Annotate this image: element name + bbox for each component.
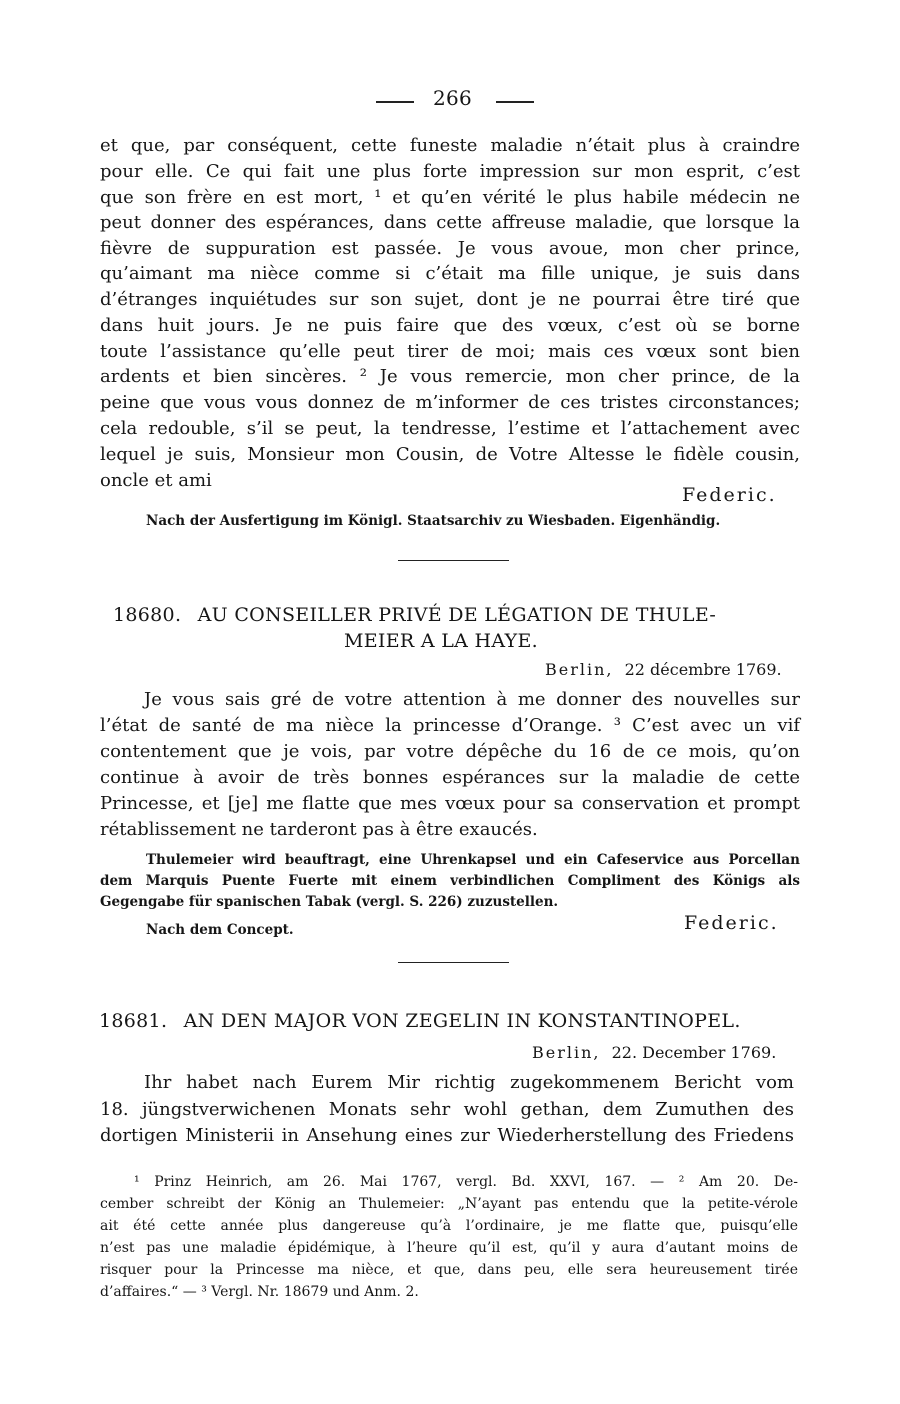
section-divider — [398, 560, 509, 561]
text-line: d’étranges inquiétudes sur son sujet, dont je ne pourrai être tiré que — [100, 289, 800, 310]
text-line: dortigen Ministerii in Ansehung eines zur Wiederherstellung des Friedens — [100, 1125, 794, 1146]
signature: Federic. — [682, 484, 777, 506]
text-line: lequel je suis, Monsieur mon Cousin, de Votre Altesse le fidèle cousin, — [100, 444, 800, 465]
note-line: dem Marquis Puente Fuerte mit einem verbindlichen Compliment des Königs als — [100, 873, 800, 889]
date: 22. December 1769. — [611, 1043, 777, 1062]
dateline — [545, 659, 805, 681]
letter-title-line1: AU CONSEILLER PRIVÉ DE LÉGATION DE THULE- — [197, 604, 717, 626]
footnote-line: risquer pour la Princesse ma nièce, et que, dans peu, elle sera heureusement tirée — [100, 1262, 798, 1278]
section-divider — [398, 962, 509, 963]
footnote-line: d’affaires.“ — ³ Vergl. Nr. 18679 und Anm. 2. — [100, 1284, 419, 1300]
footnote-line: ¹ Prinz Heinrich, am 26. Mai 1767, vergl. Bd. XXVI, 167. — ² Am 20. De- — [134, 1174, 798, 1190]
header-rule-left — [376, 101, 414, 103]
text-line: rétablissement ne tarderont pas à être exaucés. — [100, 819, 538, 840]
footnote-line: cember schreibt der König an Thulemeier: „N’ayant pas entendu que la petite-vérole — [100, 1196, 798, 1212]
page-number: 266 — [433, 86, 473, 110]
text-line: Ihr habet nach Eurem Mir richtig zugekommenem Bericht vom — [144, 1072, 794, 1093]
letter-number: 18681. — [99, 1010, 168, 1032]
text-line: peut donner des espérances, dans cette affreuse maladie, que lorsque la — [100, 212, 800, 233]
text-line: contentement que je vois, par votre dépêche du 16 de ce mois, qu’on — [100, 741, 800, 762]
place: Berlin, — [545, 660, 614, 679]
place: Berlin, — [532, 1043, 601, 1062]
text-line: pour elle. Ce qui fait une plus forte impression sur mon esprit, c’est — [100, 161, 800, 182]
letter-title: AN DEN MAJOR VON ZEGELIN IN KONSTANTINOPEL. — [183, 1010, 741, 1032]
text-line: peine que vous vous donnez de m’informer de ces tristes circonstances; — [100, 392, 800, 413]
dateline — [532, 1042, 802, 1064]
text-line: l’état de santé de ma nièce la princesse d’Orange. ³ C’est avec un vif — [100, 715, 800, 736]
text-line: Princesse, et [je] me flatte que mes vœux pour sa conservation et prompt — [100, 793, 800, 814]
text-line: et que, par conséquent, cette funeste maladie n’était plus à craindre — [100, 135, 800, 156]
text-line: dans huit jours. Je ne puis faire que des vœux, c’est où se borne — [100, 315, 800, 336]
letter-number: 18680. — [113, 604, 182, 626]
footnote-line: n’est pas une maladie épidémique, à l’heure qu’il est, qu’il y aura d’autant moins de — [100, 1240, 798, 1256]
text-line: Je vous sais gré de votre attention à me donner des nouvelles sur — [144, 689, 800, 710]
letter-heading — [99, 1010, 741, 1032]
text-line: ardents et bien sincères. ² Je vous remercie, mon cher prince, de la — [100, 366, 800, 387]
letter-title-line2: MEIER A LA HAYE. — [344, 630, 538, 652]
text-line: oncle et ami — [100, 470, 212, 491]
note-line: Gegengabe für spanischen Tabak (vergl. S. 226) zuzustellen. — [100, 894, 559, 910]
text-line: qu’aimant ma nièce comme si c’était ma fille unique, je suis dans — [100, 263, 800, 284]
text-line: 18. jüngstverwichenen Monats sehr wohl gethan, dem Zumuthen des — [100, 1099, 794, 1120]
source-note: Nach dem Concept. — [146, 922, 294, 938]
source-note: Nach der Ausfertigung im Königl. Staatsarchiv zu Wiesbaden. Eigenhändig. — [146, 513, 721, 529]
text-line: continue à avoir de très bonnes espérances sur la maladie de cette — [100, 767, 800, 788]
letter-heading — [113, 604, 716, 626]
header-rule-right — [496, 101, 534, 103]
text-line: fièvre de suppuration est passée. Je vous avoue, mon cher prince, — [100, 238, 800, 259]
signature: Federic. — [684, 912, 779, 934]
note-line: Thulemeier wird beauftragt, eine Uhrenkapsel und ein Cafeservice aus Porcellan — [146, 852, 800, 868]
text-line: que son frère en est mort, ¹ et qu’en vérité le plus habile médecin ne — [100, 187, 800, 208]
text-line: toute l’assistance qu’elle peut tirer de moi; mais ces vœux sont bien — [100, 341, 800, 362]
date: 22 décembre 1769. — [624, 660, 782, 679]
footnote-line: ait été cette année plus dangereuse qu’à l’ordinaire, je me flatte que, puisqu’elle — [100, 1218, 798, 1234]
text-line: cela redouble, s’il se peut, la tendresse, l’estime et l’attachement avec — [100, 418, 800, 439]
